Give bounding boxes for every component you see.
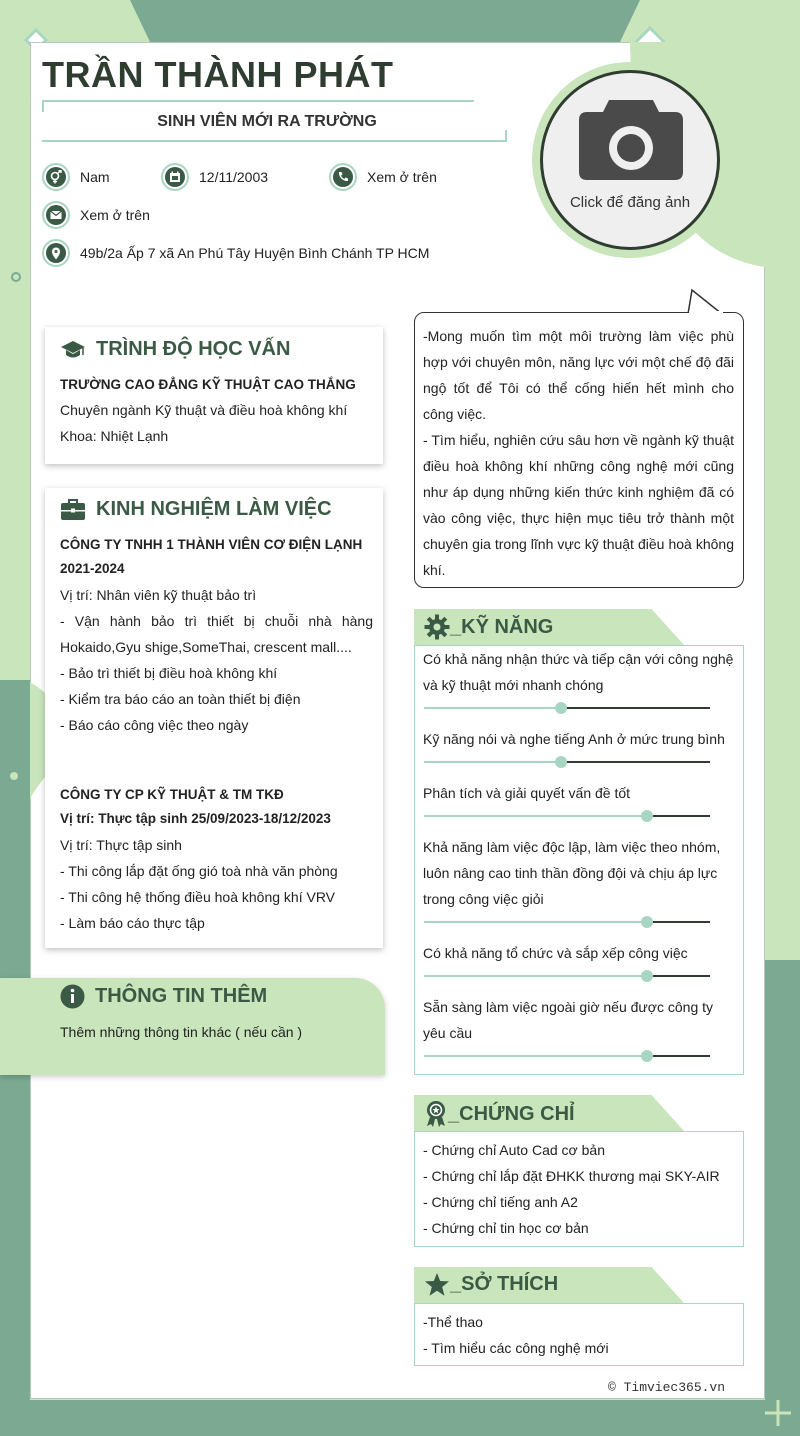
experience-heading [60, 498, 332, 521]
name-underline [42, 100, 474, 102]
certificate-item: - Chứng chỉ tin học cơ bản [423, 1220, 589, 1236]
skill-level-marker [555, 756, 567, 768]
name-underline-tick [42, 100, 44, 112]
skill-2-text: Kỹ năng nói và nghe tiếng Anh ở mức trung bình [423, 731, 725, 747]
footer-credit[interactable]: © Timviec365.vn [608, 1380, 726, 1395]
candidate-name: TRẦN THÀNH PHÁT [42, 54, 394, 95]
certificate-item: - Chứng chỉ tiếng anh A2 [423, 1194, 578, 1210]
skill-5-text: Có khả năng tổ chức và sắp xếp công việc [423, 945, 688, 961]
job-2-company: CÔNG TY CP KỸ THUẬT & TM TKĐ [60, 787, 284, 802]
objective-text [423, 323, 734, 583]
hobbies-title: _SỞ THÍCH [450, 1273, 559, 1295]
skill-4-text: Khả năng làm việc độc lập, làm việc theo nhóm, luôn nâng cao tinh thần đồng đội và chịu áp lực trong công việc giỏi [423, 839, 721, 907]
job-title: SINH VIÊN MỚI RA TRƯỜNG [157, 113, 377, 130]
skill-1-text: Có khả năng nhận thức và tiếp cận với công nghệ và kỹ thuật mới nhanh chóng [423, 651, 734, 693]
job-2 [60, 782, 373, 936]
extra-text: Thêm những thông tin khác ( nếu cần ) [60, 1024, 303, 1040]
faculty: Khoa: Nhiệt Lạnh [60, 428, 169, 444]
certificates-list [423, 1137, 739, 1241]
job-1-company: CÔNG TY TNHH 1 THÀNH VIÊN CƠ ĐIỆN LẠNH [60, 537, 363, 552]
skills-title: _KỸ NĂNG [450, 615, 554, 638]
skill-level-marker [641, 916, 653, 928]
dob-info [161, 163, 268, 191]
hobby-item: - Tìm hiểu các công nghệ mới [423, 1340, 609, 1356]
calendar-icon [165, 167, 185, 187]
objective-p2: - Tìm hiểu, nghiên cứu sâu hơn về ngành kỹ thuật điều hoà không khí những công nghệ mới cũng như áp dụng những kiến thức kinh nghiệm đã có vào công việc, thực hiện mục tiêu trở thành một chuyên gia trong lĩnh vực kỹ thuật điều hoà không khí. [423, 432, 734, 578]
job-2-line-1: - Thi công lắp đặt ống gió toà nhà văn phòng [60, 863, 338, 879]
skill-3-text: Phân tích và giải quyết vấn đề tốt [423, 785, 631, 801]
certificate-item: - Chứng chỉ lắp đặt ĐHKK thương mại SKY-AIR [423, 1168, 720, 1184]
experience-title: KINH NGHIỆM LÀM VIỆC [96, 498, 332, 520]
job-1-period: 2021-2024 [60, 561, 125, 576]
job-1 [60, 532, 373, 738]
job-2-period: Vị trí: Thực tập sinh 25/09/2023-18/12/2023 [60, 811, 331, 826]
certificate-item: - Chứng chỉ Auto Cad cơ bản [423, 1142, 605, 1158]
gear-icon [424, 614, 450, 640]
skill-6-text: Sẵn sàng làm việc ngoài giờ nếu được công ty yêu cầu [423, 999, 714, 1041]
address-info [42, 239, 429, 267]
graduation-cap-icon [60, 340, 86, 360]
gender-value: Nam [80, 169, 110, 185]
phone-value: Xem ở trên [367, 169, 437, 185]
job-2-line-3: - Làm báo cáo thực tập [60, 915, 205, 931]
job-1-line-2: - Bảo trì thiết bị điều hoà không khí [60, 665, 278, 681]
medal-icon [424, 1100, 448, 1128]
job-1-line-1: - Vận hành bảo trì thiết bị chuỗi nhà hàng Hokaido,Gyu shige,SomeThai, crescent mall.... [60, 613, 373, 655]
job-2-position: Vị trí: Thực tập sinh [60, 837, 182, 853]
job-1-position: Vị trí: Nhân viên kỹ thuật bảo trì [60, 587, 257, 603]
gender-icon [46, 167, 66, 187]
certificates-title: _CHỨNG CHỈ [448, 1102, 575, 1125]
title-underline-tick [505, 130, 507, 142]
address-value: 49b/2a Ấp 7 xã An Phú Tây Huyện Bình Chánh TP HCM [80, 245, 430, 261]
hobby-item: -Thể thao [423, 1314, 483, 1330]
bubble-tail-cover [689, 311, 729, 315]
briefcase-icon [60, 499, 86, 521]
job-1-line-3: - Kiểm tra báo cáo an toàn thiết bị điện [60, 691, 301, 707]
skill-5-bar [424, 975, 710, 977]
major: Chuyên ngành Kỹ thuật và điều hoà không khí [60, 402, 348, 418]
phone-info [329, 163, 437, 191]
email-value: Xem ở trên [80, 207, 150, 223]
education-title: TRÌNH ĐỘ HỌC VẤN [96, 338, 291, 360]
title-underline [42, 140, 507, 142]
skill-1-bar [424, 707, 710, 709]
education-heading [60, 338, 290, 361]
skill-level-marker [555, 702, 567, 714]
school-name: TRƯỜNG CAO ĐẲNG KỸ THUẬT CAO THẮNG [60, 377, 356, 392]
skill-2-bar [424, 761, 710, 763]
star-icon [424, 1272, 450, 1297]
skill-level-marker [641, 970, 653, 982]
skill-level-marker [641, 1050, 653, 1062]
phone-icon [333, 167, 353, 187]
hobbies-list [423, 1309, 739, 1361]
info-icon [60, 984, 85, 1009]
dob-value: 12/11/2003 [199, 169, 269, 185]
camera-icon [579, 100, 683, 180]
skill-level-marker [641, 810, 653, 822]
extra-title: THÔNG TIN THÊM [95, 985, 268, 1007]
location-icon [46, 243, 66, 263]
job-1-line-4: - Báo cáo công việc theo ngày [60, 717, 249, 733]
skill-3-bar [424, 815, 710, 817]
job-2-line-2: - Thi công hệ thống điều hoà không khí VRV [60, 889, 336, 905]
hobbies-heading [424, 1272, 558, 1297]
email-info [42, 201, 150, 229]
skill-6-bar [424, 1055, 710, 1057]
certificates-heading [424, 1100, 575, 1128]
skills-heading [424, 614, 553, 640]
photo-label[interactable]: Click để đăng ảnh [569, 194, 691, 211]
objective-p1: -Mong muốn tìm một môi trường làm việc phù hợp với chuyên môn, năng lực với một chế độ đãi ngộ tốt để Tôi có thể cống hiến hết mình cho công việc. [423, 328, 734, 422]
skill-4-bar [424, 921, 710, 923]
email-icon [46, 205, 66, 225]
gender-info [42, 163, 110, 191]
extra-heading [60, 984, 267, 1009]
